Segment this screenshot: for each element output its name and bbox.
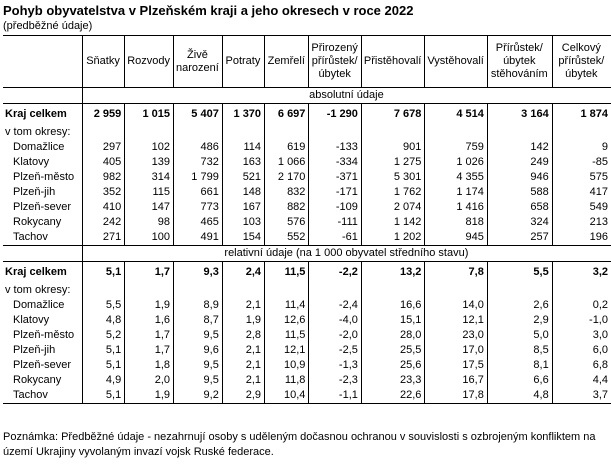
- table-row: [3, 343, 611, 358]
- table-cell: 2 959: [82, 104, 124, 126]
- table-cell: -2,0: [309, 328, 361, 343]
- table-cell: 242: [82, 215, 124, 230]
- table-cell: [552, 125, 611, 140]
- table-cell: 4,8: [487, 388, 552, 404]
- table-cell: 773: [174, 200, 223, 215]
- table-cell: 6,6: [487, 373, 552, 388]
- table-cell: 5,5: [82, 298, 124, 313]
- table-cell: 832: [265, 185, 309, 200]
- table-cell: 7 678: [361, 104, 424, 126]
- table-cell: -2,2: [309, 262, 361, 284]
- table-cell: 100: [125, 230, 174, 246]
- footnote: Poznámka: Předběžné údaje - nezahrnují osoby s uděleným dočasnou ochranou v souvislosti s ozbrojeným konfliktem na území Ukrajiny vyvolaným invazí vojsk Ruské federace.: [3, 431, 596, 458]
- table-cell: 17,5: [425, 358, 487, 373]
- table-cell: 12,1: [265, 343, 309, 358]
- table-cell: 1 799: [174, 170, 223, 185]
- table-cell: 3,2: [552, 262, 611, 284]
- table-cell: [309, 125, 361, 140]
- table-cell: 759: [425, 140, 487, 155]
- table-cell: 12,1: [425, 313, 487, 328]
- district-label: Plzeň-město: [13, 329, 75, 341]
- table-cell: -85: [552, 155, 611, 170]
- table-cell: 23,3: [361, 373, 424, 388]
- table-cell: [125, 283, 174, 298]
- table-cell: 9,6: [174, 343, 223, 358]
- district-label: Rokycany: [13, 216, 62, 228]
- district-label: Plzeň-město: [13, 171, 75, 183]
- table-cell: 2 170: [265, 170, 309, 185]
- table-cell: 148: [222, 185, 264, 200]
- table-cell: 11,5: [265, 262, 309, 284]
- table-cell: 1,9: [125, 298, 174, 313]
- table-cell: 661: [174, 185, 223, 200]
- table-cell: [222, 125, 264, 140]
- table-cell: 3,0: [552, 328, 611, 343]
- table-cell: 486: [174, 140, 223, 155]
- district-label: Domažlice: [13, 299, 65, 311]
- district-label: Klatovy: [13, 314, 50, 326]
- table-cell: [82, 283, 124, 298]
- table-cell: 17,8: [425, 388, 487, 404]
- table-cell: 5,1: [82, 388, 124, 404]
- table-cell: 13,2: [361, 262, 424, 284]
- table-cell: 5,2: [82, 328, 124, 343]
- table-cell: 4 514: [425, 104, 487, 126]
- table-cell: 102: [125, 140, 174, 155]
- table-cell: 297: [82, 140, 124, 155]
- table-cell: 882: [265, 200, 309, 215]
- table-cell: 22,6: [361, 388, 424, 404]
- table-row: [3, 388, 611, 404]
- table-row: [3, 170, 611, 185]
- table-cell: 163: [222, 155, 264, 170]
- table-cell: 5,1: [82, 358, 124, 373]
- table-cell: 1 416: [425, 200, 487, 215]
- table-cell: 946: [487, 170, 552, 185]
- table-cell: 167: [222, 200, 264, 215]
- table-cell: 352: [82, 185, 124, 200]
- table-cell: -109: [309, 200, 361, 215]
- table-cell: 1 874: [552, 104, 611, 126]
- column-header: Živě narození: [174, 36, 223, 88]
- table-cell: 417: [552, 185, 611, 200]
- subheading-row: [3, 125, 611, 140]
- caption-spacer: [3, 88, 82, 104]
- table-row: [3, 298, 611, 313]
- table-cell: -133: [309, 140, 361, 155]
- table-cell: 818: [425, 215, 487, 230]
- table-cell: 15,1: [361, 313, 424, 328]
- table-cell: -1,1: [309, 388, 361, 404]
- table-cell: 1 370: [222, 104, 264, 126]
- table-cell: 7,8: [425, 262, 487, 284]
- table-row: [3, 328, 611, 343]
- table-cell: 2,1: [222, 373, 264, 388]
- table-cell: [222, 283, 264, 298]
- table-cell: [425, 125, 487, 140]
- table-cell: 2,8: [222, 328, 264, 343]
- table-cell: 9,2: [174, 388, 223, 404]
- district-label: Plzeň-sever: [13, 359, 72, 371]
- table-cell: 8,7: [174, 313, 223, 328]
- table-cell: 2,1: [222, 358, 264, 373]
- district-label: Tachov: [3, 388, 82, 404]
- table-cell: [174, 125, 223, 140]
- column-header: Celkový přírůstek/ úbytek: [552, 36, 611, 88]
- table-cell: -111: [309, 215, 361, 230]
- table-cell: 1 026: [425, 155, 487, 170]
- table-title: Pohyb obyvatelstva v Plzeňském kraji a jeho okresech v roce 2022: [3, 3, 414, 18]
- column-header: Přistěhovalí: [361, 36, 424, 88]
- table-cell: 2,6: [487, 298, 552, 313]
- table-cell: -1,0: [552, 313, 611, 328]
- table-row: [3, 313, 611, 328]
- table-cell: 491: [174, 230, 223, 246]
- table-cell: 324: [487, 215, 552, 230]
- table-cell: 213: [552, 215, 611, 230]
- table-cell: [487, 125, 552, 140]
- table-cell: 552: [265, 230, 309, 246]
- table-row: [3, 200, 611, 215]
- absolute-caption: absolutní údaje: [82, 88, 611, 104]
- table-cell: 1,8: [125, 358, 174, 373]
- table-cell: 103: [222, 215, 264, 230]
- column-header: Potraty: [222, 36, 264, 88]
- table-cell: -1,3: [309, 358, 361, 373]
- table-cell: 5 301: [361, 170, 424, 185]
- table-cell: 11,5: [265, 328, 309, 343]
- table-cell: 6,8: [552, 358, 611, 373]
- table-cell: 8,1: [487, 358, 552, 373]
- table-cell: [425, 283, 487, 298]
- table-cell: 115: [125, 185, 174, 200]
- table-row: [3, 155, 611, 170]
- table-cell: 1 142: [361, 215, 424, 230]
- table-cell: 1,6: [125, 313, 174, 328]
- table-cell: 410: [82, 200, 124, 215]
- table-row: [3, 230, 611, 246]
- table-cell: 5,0: [487, 328, 552, 343]
- column-header: Přírůstek/ úbytek stěhováním: [487, 36, 552, 88]
- table-cell: 2,0: [125, 373, 174, 388]
- table-cell: [125, 125, 174, 140]
- table-cell: 147: [125, 200, 174, 215]
- table-cell: 9,3: [174, 262, 223, 284]
- table-cell: 1 275: [361, 155, 424, 170]
- table-cell: 4,8: [82, 313, 124, 328]
- table-cell: [174, 283, 223, 298]
- table-cell: 3 164: [487, 104, 552, 126]
- table-cell: 6,0: [552, 343, 611, 358]
- table-row: [3, 215, 611, 230]
- row-label: v tom okresy:: [5, 284, 71, 296]
- table-cell: -2,3: [309, 373, 361, 388]
- district-label: Plzeň-jih: [13, 344, 56, 356]
- table-cell: [265, 125, 309, 140]
- table-cell: 2,1: [222, 343, 264, 358]
- table-cell: 588: [487, 185, 552, 200]
- table-cell: 11,8: [265, 373, 309, 388]
- column-header: Rozvody: [125, 36, 174, 88]
- table-cell: 257: [487, 230, 552, 246]
- table-cell: 8,5: [487, 343, 552, 358]
- district-label: Rokycany: [13, 374, 62, 386]
- table-cell: 1,7: [125, 343, 174, 358]
- table-cell: 5,1: [82, 343, 124, 358]
- table-cell: [552, 283, 611, 298]
- table-cell: 619: [265, 140, 309, 155]
- table-cell: 314: [125, 170, 174, 185]
- table-cell: [361, 283, 424, 298]
- table-cell: 10,4: [265, 388, 309, 404]
- total-row: [3, 104, 611, 126]
- row-label: v tom okresy:: [5, 126, 71, 138]
- district-label: Tachov: [3, 230, 82, 246]
- table-cell: 2,1: [222, 298, 264, 313]
- table-cell: [82, 125, 124, 140]
- table-cell: 1 762: [361, 185, 424, 200]
- table-cell: 271: [82, 230, 124, 246]
- column-header: Přirozený přírůstek/ úbytek: [309, 36, 361, 88]
- absolute-caption-row: [3, 88, 611, 104]
- table-row: [3, 373, 611, 388]
- table-cell: 1 015: [125, 104, 174, 126]
- table-cell: 1,9: [125, 388, 174, 404]
- table-cell: 2,9: [487, 313, 552, 328]
- table-cell: 0,2: [552, 298, 611, 313]
- table-cell: 5,5: [487, 262, 552, 284]
- header-corner: [3, 36, 82, 88]
- table-cell: 5,1: [82, 262, 124, 284]
- district-label: Klatovy: [13, 156, 50, 168]
- table-cell: 10,9: [265, 358, 309, 373]
- table-cell: 1 174: [425, 185, 487, 200]
- table-cell: -1 290: [309, 104, 361, 126]
- row-label: Kraj celkem: [5, 266, 67, 278]
- column-header: Zemřelí: [265, 36, 309, 88]
- table-cell: 16,7: [425, 373, 487, 388]
- table-cell: 98: [125, 215, 174, 230]
- district-label: Plzeň-jih: [13, 186, 56, 198]
- table-cell: 5 407: [174, 104, 223, 126]
- table-cell: 8,9: [174, 298, 223, 313]
- table-cell: 14,0: [425, 298, 487, 313]
- table-cell: 658: [487, 200, 552, 215]
- table-cell: 4,9: [82, 373, 124, 388]
- column-header: Vystěhovalí: [425, 36, 487, 88]
- table-cell: 575: [552, 170, 611, 185]
- table-subtitle: (předběžné údaje): [3, 20, 93, 32]
- table-cell: 945: [425, 230, 487, 246]
- header-row: [3, 36, 611, 88]
- table-cell: 11,4: [265, 298, 309, 313]
- table-cell: 2 074: [361, 200, 424, 215]
- population-table: [3, 35, 611, 404]
- subheading-row: [3, 283, 611, 298]
- table-cell: 114: [222, 140, 264, 155]
- table-cell: 4 355: [425, 170, 487, 185]
- table-cell: [265, 283, 309, 298]
- table-cell: [361, 125, 424, 140]
- table-cell: 16,6: [361, 298, 424, 313]
- table-cell: 1 202: [361, 230, 424, 246]
- total-row: [3, 262, 611, 284]
- table-row: [3, 140, 611, 155]
- table-cell: 1,7: [125, 328, 174, 343]
- table-cell: 25,6: [361, 358, 424, 373]
- table-cell: 154: [222, 230, 264, 246]
- caption-spacer: [3, 246, 82, 262]
- table-cell: 9,5: [174, 358, 223, 373]
- table-cell: -61: [309, 230, 361, 246]
- table-cell: -4,0: [309, 313, 361, 328]
- table-cell: 576: [265, 215, 309, 230]
- table-cell: -2,4: [309, 298, 361, 313]
- table-cell: 4,4: [552, 373, 611, 388]
- table-cell: 25,5: [361, 343, 424, 358]
- table-cell: -171: [309, 185, 361, 200]
- table-cell: 142: [487, 140, 552, 155]
- table-cell: [487, 283, 552, 298]
- table-cell: 732: [174, 155, 223, 170]
- table-cell: [309, 283, 361, 298]
- table-cell: 521: [222, 170, 264, 185]
- table-cell: 405: [82, 155, 124, 170]
- table-cell: 465: [174, 215, 223, 230]
- table-cell: 9,5: [174, 373, 223, 388]
- table-cell: -2,5: [309, 343, 361, 358]
- table-cell: 1,7: [125, 262, 174, 284]
- table-cell: 549: [552, 200, 611, 215]
- table-cell: -371: [309, 170, 361, 185]
- table-cell: 17,0: [425, 343, 487, 358]
- table-row: [3, 358, 611, 373]
- table-cell: 3,7: [552, 388, 611, 404]
- district-label: Domažlice: [13, 141, 65, 153]
- table-cell: -334: [309, 155, 361, 170]
- table-cell: 1,9: [222, 313, 264, 328]
- table-cell: 196: [552, 230, 611, 246]
- relative-caption: relativní údaje (na 1 000 obyvatel středního stavu): [82, 246, 611, 262]
- table-cell: 982: [82, 170, 124, 185]
- table-cell: 2,4: [222, 262, 264, 284]
- table-cell: 23,0: [425, 328, 487, 343]
- column-header: Sňatky: [82, 36, 124, 88]
- table-cell: 28,0: [361, 328, 424, 343]
- table-cell: 12,6: [265, 313, 309, 328]
- table-cell: 6 697: [265, 104, 309, 126]
- row-label: Kraj celkem: [5, 108, 67, 120]
- table-cell: 139: [125, 155, 174, 170]
- relative-caption-row: [3, 246, 611, 262]
- table-row: [3, 185, 611, 200]
- table-cell: 901: [361, 140, 424, 155]
- district-label: Plzeň-sever: [13, 201, 72, 213]
- table-cell: 9: [552, 140, 611, 155]
- table-cell: 9,5: [174, 328, 223, 343]
- table-cell: 249: [487, 155, 552, 170]
- table-cell: 2,9: [222, 388, 264, 404]
- table-cell: 1 066: [265, 155, 309, 170]
